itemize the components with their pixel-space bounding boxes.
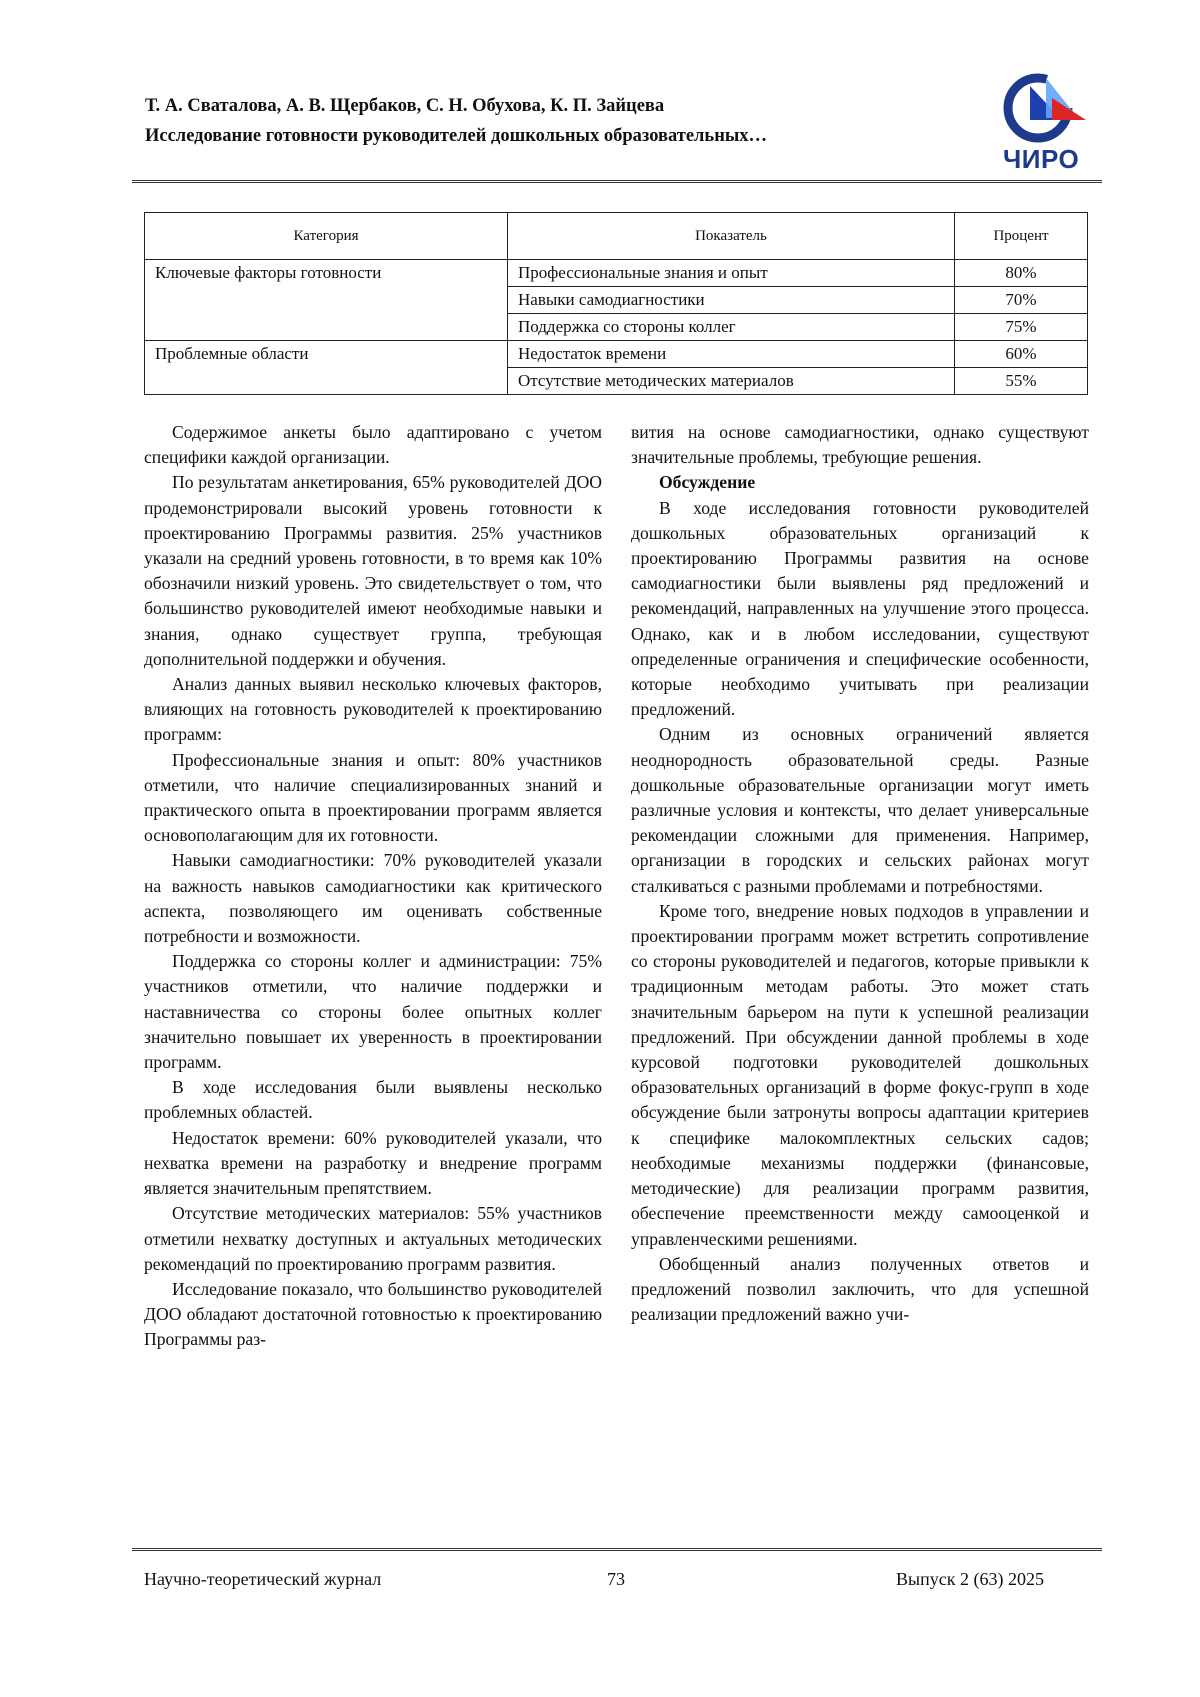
table-header-cell: Показатель [508,213,955,260]
indicator-cell: Недостаток времени [508,341,955,368]
paragraph-continuation: вития на основе самодиагностики, однако существуют значительные проблемы, требующие решения. [631,420,1089,470]
category-cell: Проблемные области [145,341,508,395]
percent-cell: 55% [955,368,1088,395]
percent-cell: 80% [955,260,1088,287]
table-header-cell: Категория [145,213,508,260]
section-heading: Обсуждение [631,470,1089,495]
category-cell: Ключевые факторы готовности [145,260,508,341]
paragraph: Исследование показало, что большинство руководителей ДОО обладают достаточной готовностью к проектированию Программы раз- [144,1277,602,1353]
paragraph: Навыки самодиагностики: 70% руководителей указали на важность навыков самодиагностики как критического аспекта, позволяющего им оценивать собственные потребности и возможности. [144,848,602,949]
indicator-cell: Отсутствие методических материалов [508,368,955,395]
indicator-cell: Поддержка со стороны коллег [508,314,955,341]
paragraph: В ходе исследования были выявлены несколько проблемных областей. [144,1075,602,1125]
journal-name: Научно-теоретический журнал [144,1569,381,1590]
article-title-short: Исследование готовности руководителей дошкольных образовательных… [145,126,1025,147]
paragraph: Недостаток времени: 60% руководителей указали, что нехватка времени на разработку и внедрение программ является значительным препятствием. [144,1126,602,1202]
table-row [145,341,1088,368]
percent-cell: 70% [955,287,1088,314]
paragraph: Анализ данных выявил несколько ключевых факторов, влияющих на готовность руководителей к проектированию программ: [144,672,602,748]
indicator-cell: Профессиональные знания и опыт [508,260,955,287]
header-rule [132,180,1102,183]
paragraph: Отсутствие методических материалов: 55% участников отметили нехватку доступных и актуальных методических рекомендаций по проектированию программ развития. [144,1201,602,1277]
readiness-table [144,212,1088,395]
right-column [631,420,1089,1327]
paragraph: Кроме того, внедрение новых подходов в управлении и проектировании программ может встретить сопротивление со стороны руководителей и педагогов, которые привыкли к традиционным методам работы. Это может стать значительным барьером на пути к успешной реализации предложений. При обсуждении данной проблемы в ходе курсовой подготовки руководителей дошкольных образовательных организаций в форме фокус-групп в ходе обсуждение были затронуты вопросы адаптации критериев к специфике малокомплектных сельских садов; необходимые механизмы поддержки (финансовые, методические) для реализации программ развития, обеспечение преемственности между самооценкой и управленческими решениями. [631,899,1089,1252]
percent-cell: 60% [955,341,1088,368]
table-row [145,260,1088,287]
paragraph: По результатам анкетирования, 65% руководителей ДОО продемонстрировали высокий уровень готовности к проектированию Программы развития. 25% участников указали на средний уровень готовности, в то время как 10% обозначили низкий уровень. Это свидетельствует о том, что большинство руководителей имеют необходимые навыки и знания, однако существует группа, требующая дополнительной поддержки и обучения. [144,470,602,672]
paragraph: Поддержка со стороны коллег и администрации: 75% участников отметили, что наличие поддержки и наставничества со стороны более опытных коллег значительно повышает их уверенность в проектировании программ. [144,949,602,1075]
paragraph: Обобщенный анализ полученных ответов и предложений позволил заключить, что для успешной реализации предложений важно учи- [631,1252,1089,1328]
paragraph: В ходе исследования готовности руководителей дошкольных образовательных организаций к проектированию Программы развития на основе самодиагностики были выявлены ряд предложений и рекомендаций, направленных на улучшение этого процесса. Однако, как и в любом исследовании, существуют определенные ограничения и специфические особенности, которые необходимо учитывать при реализации предложений. [631,496,1089,723]
footer-rule [132,1548,1102,1551]
table-header-cell: Процент [955,213,1088,260]
issue-info: Выпуск 2 (63) 2025 [896,1569,1044,1590]
paragraph: Профессиональные знания и опыт: 80% участников отметили, что наличие специализированных знаний и практического опыта в проектировании программ является основополагающим для их готовности. [144,748,602,849]
logo-text: ЧИРО [1003,144,1079,175]
percent-cell: 75% [955,314,1088,341]
left-column [144,420,602,1353]
indicator-cell: Навыки самодиагностики [508,287,955,314]
paragraph: Одним из основных ограничений является неоднородность образовательной среды. Разные дошкольные образовательные организации могут иметь различные условия и контексты, что делает универсальные рекомендации сложными для применения. Например, организации в городских и сельских районах могут сталкиваться с разными проблемами и потребностями. [631,722,1089,898]
authors: Т. А. Сваталова, А. В. Щербаков, С. Н. Обухова, К. П. Зайцева [145,96,1025,117]
paragraph: Содержимое анкеты было адаптировано с учетом специфики каждой организации. [144,420,602,470]
page-number: 73 [607,1569,625,1590]
running-header [145,96,1025,147]
table-header-row [145,213,1088,260]
